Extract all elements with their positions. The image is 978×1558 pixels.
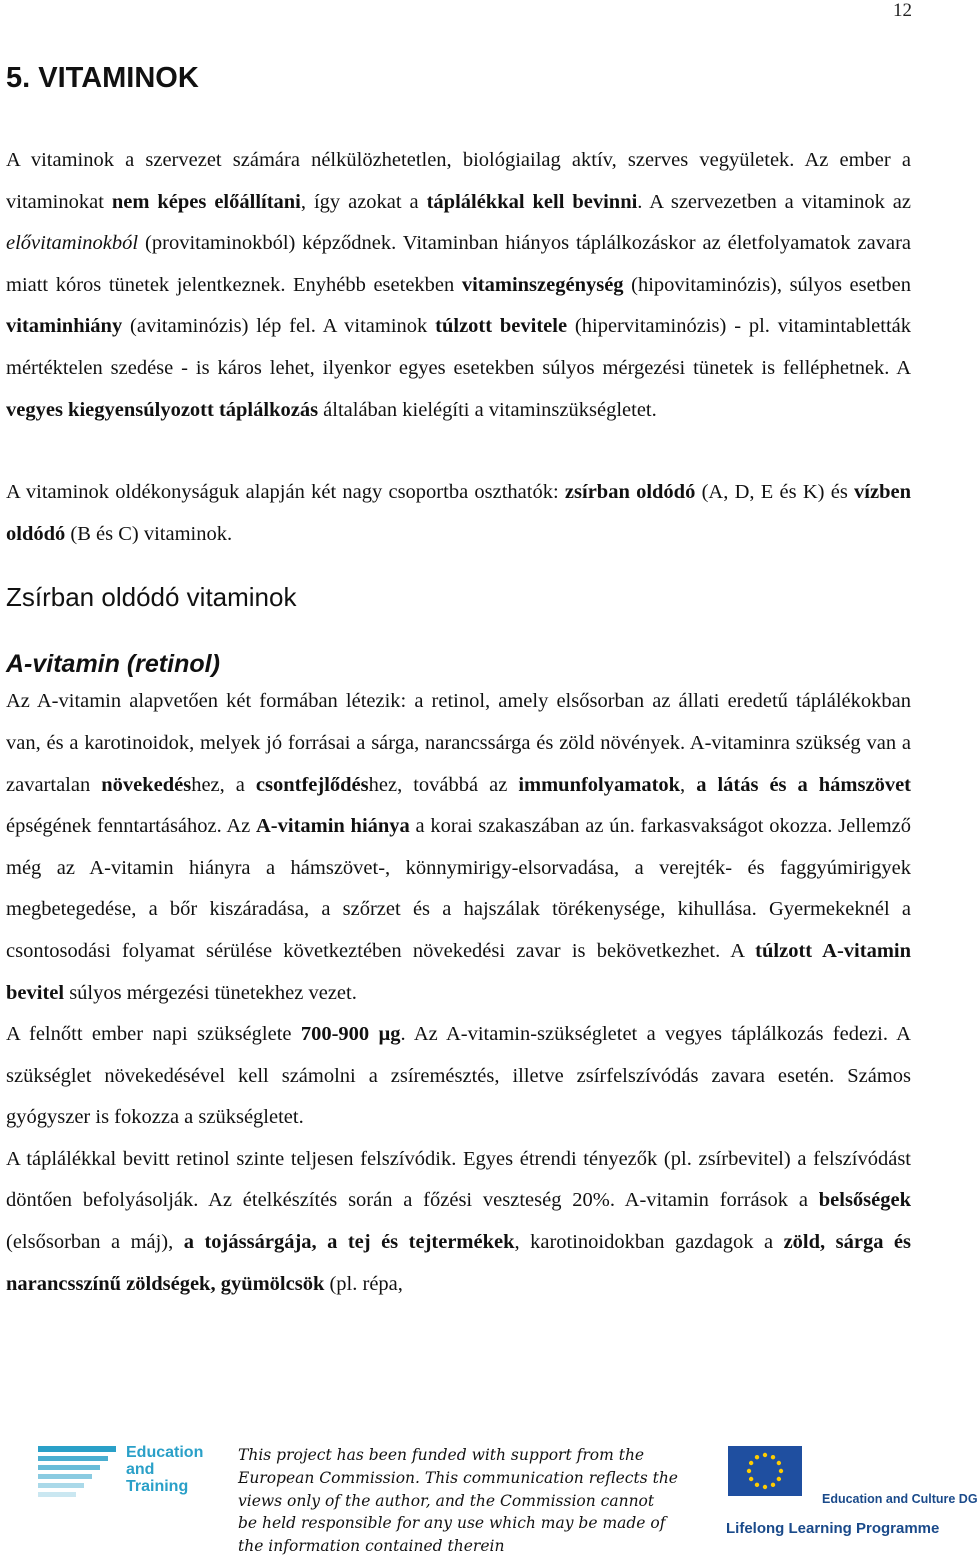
- eu-star-icon: [749, 1461, 753, 1465]
- intro-paragraph: A vitaminok a szervezet számára nélkülözhetetlen, biológiailag aktív, szerves vegyületek. Az ember a vitaminokat nem képes előállítani, így azokat a táplálékkal kell bevinni. A szervezetben a vitaminok az elővitaminokból (provitaminokból) képződnek. Vitaminban hiányos táplálkozáskor az életfolyamatok zavara miatt kóros tünetek jelentkeznek. Enyhébb esetekben vitaminszegénység (hipovitaminózis), súlyos esetben vitaminhiány (avitaminózis) lép fel. A vitaminok túlzott bevitele (hipervitaminózis) - pl. vitamintabletták mértéktelen szedése - is káros lehet, ilyenkor egyes esetekben súlyos mérgezési tünetek is felléphetnek. A vegyes kiegyensúlyozott táplálkozás általában kielégíti a vitaminszükségletet.: [6, 149, 912, 421]
- eu-star-icon: [755, 1483, 759, 1487]
- education-training-logo: [38, 1444, 238, 1504]
- funding-disclaimer: This project has been funded with support from the European Commission. This communication reflects the views only of the author, and the Commission cannot be held responsible for any use which may be made of the information contained therein: [238, 1446, 678, 1556]
- subsection-heading: A-vitamin (retinol): [6, 650, 220, 679]
- eu-star-icon: [777, 1477, 781, 1481]
- eu-star-icon: [771, 1455, 775, 1459]
- eu-flag-icon: [728, 1446, 802, 1496]
- classification-paragraph: A vitaminok oldékonyságuk alapján két nagy csoportba oszthatók: zsírban oldódó (A, D, E és K) és vízben oldódó (B és C) vitaminok.: [6, 481, 911, 545]
- requirement-paragraph: A felnőtt ember napi szükséglete 700-900 µg. Az A-vitamin-szükségletet a vegyes táplálkozás fedezi. A szükséglet növekedésével kell számolni a zsíremésztés, illetve zsírfelszívódás zavara esetén. Számos gyógyszer is fokozza a szükségletet.: [6, 1023, 911, 1129]
- section-heading: Zsírban oldódó vitaminok: [6, 582, 297, 613]
- eu-logo-block: [722, 1446, 978, 1542]
- eu-star-icon: [771, 1483, 775, 1487]
- lifelong-learning-label: Lifelong Learning Programme: [726, 1520, 940, 1537]
- vitamin-a-paragraph: Az A-vitamin alapvetően két formában létezik: a retinol, amely elsősorban az állati eredetű táplálékokban van, és a karotinoidok, melyek jó forrásai a sárga, narancssárga és zöld növények. A-vitaminra szükség van a zavartalan növekedéshez, a csontfejlődéshez, továbbá az immunfolyamatok, a látás és a hámszövet épségének fenntartásához. Az A-vitamin hiánya a korai szakaszában az ún. farkasvakságot okozza. Jellemző még az A-vitamin hiányra a hámszövet-, könnymirigy-elsorvadása, a verejték- és faggyúmirigyek megbetegedése, a bőr kiszáradása, a szőrzet és a hajszálak törékenysége, kihullása. Gyermekeknél a csontosodási folyamat sérülése következtében növekedési zavar is bekövetkezhet. A túlzott A-vitamin bevitel súlyos mérgezési tünetekhez vezet.: [6, 690, 912, 1004]
- page-footer: [0, 1440, 978, 1556]
- page-number: 12: [893, 0, 912, 21]
- education-culture-dg-label: Education and Culture DG: [822, 1492, 978, 1506]
- eu-star-icon: [779, 1469, 783, 1473]
- sources-paragraph: A táplálékkal bevitt retinol szinte teljesen felszívódik. Egyes étrendi tényezők (pl. zsírbevitel) a felszívódást döntően befolyásolják. Az ételkészítés során a főzési veszteség 20%. A-vitamin források a belsőségek (elsősorban a máj), a tojássárgája, a tej és tejtermékek, karotinoidokban gazdagok a zöld, sárga és narancsszínű zöldségek, gyümölcsök (pl. répa,: [6, 1147, 911, 1295]
- chapter-title: 5. VITAMINOK: [6, 62, 199, 94]
- document-body: [6, 58, 911, 1305]
- eu-star-icon: [749, 1477, 753, 1481]
- education-logo-text: Education and Training: [126, 1444, 204, 1495]
- education-logo-icon: [38, 1446, 116, 1498]
- eu-star-icon: [763, 1453, 767, 1457]
- eu-star-icon: [747, 1469, 751, 1473]
- eu-star-icon: [777, 1461, 781, 1465]
- eu-star-icon: [763, 1485, 767, 1489]
- eu-star-icon: [755, 1455, 759, 1459]
